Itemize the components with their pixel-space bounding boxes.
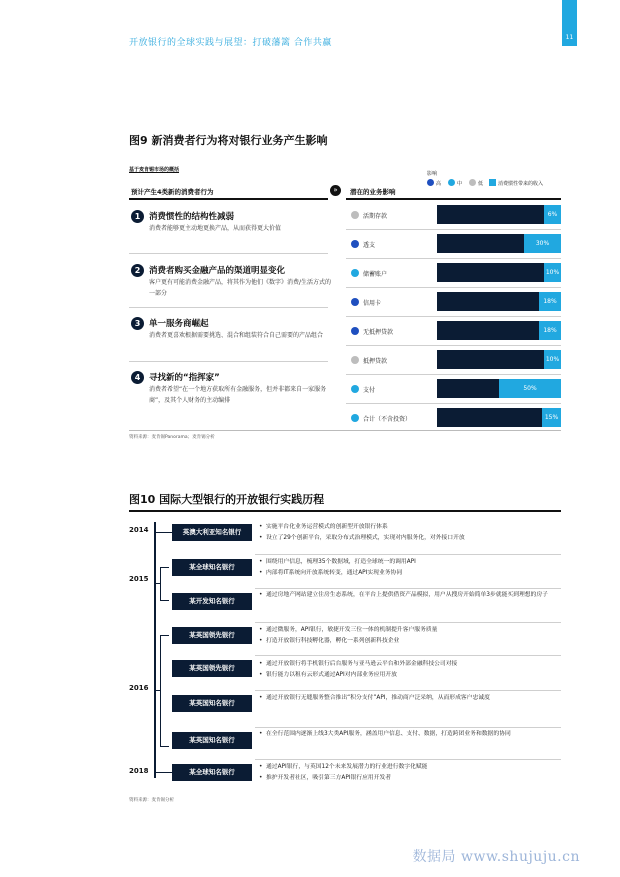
behavior-1-title: 消费惯性的结构性减弱 [149, 212, 235, 222]
figure9-subtitle: 基于麦肯锡市场的概括 [129, 167, 180, 173]
practice-bullet: • 银行能力以租有云形式通过API对内部业务应用开放 [266, 670, 556, 680]
practice-bullet: • 围绕用户信息，梳理35个数据域，打造全球统一的调用API [266, 557, 556, 567]
impact-divider [346, 229, 561, 230]
impact-business-label: 信用卡 [363, 300, 382, 307]
behavior-1-body: 消费者能够更主动地更换产品，从而获得更大价值 [149, 225, 282, 232]
figure10-top-rule [129, 510, 561, 512]
behavior-4-title: 寻找新的“指挥家” [149, 373, 220, 383]
impact-business-label: 储蓄账户 [363, 271, 388, 278]
practice-bullet: • 设立了29个创新平台，采取分布式治理模式，实现对内服务化，对外接口开放 [266, 533, 556, 543]
impact-divider [346, 316, 561, 317]
bank-label: 某英国知名银行 [172, 732, 252, 749]
impact-level-dot [351, 269, 359, 277]
practice-bullet: • 实施平台化业务运营模式的创新型开放银行体系 [266, 522, 556, 532]
entry-divider [255, 655, 561, 656]
practice-bullet: • 通过API银行，与英国12个未来发展潜力的行业进行数字化赋能 [266, 762, 556, 772]
practice-bullet: • 通过微服务，API银行，敏捷开发三位一体的机制提升客户服务质量 [266, 625, 556, 635]
year-2015: 2015 [129, 575, 149, 583]
right-header-rule [346, 198, 561, 200]
impact-revenue-bar: 15% [542, 408, 561, 427]
impact-revenue-bar: 18% [539, 321, 561, 340]
impact-divider [346, 258, 561, 259]
impact-business-label: 合计（不含投资） [363, 416, 412, 423]
impact-level-dot [351, 211, 359, 219]
impact-bar-track [437, 350, 561, 369]
bank-label: 英澳大利亚知名银行 [172, 524, 252, 541]
behavior-4-body: 消费者希望“在一个地方获取所有金融服务，但并非都来自一家服务商”，及其个人财务的主动编排 [149, 386, 327, 404]
impact-bar-track [437, 205, 561, 224]
bank-label: 某英国领先银行 [172, 627, 252, 644]
practice-bullet: • 通过开放银行将手机银行后台服务与亚马逊云平台和外部金融科技公司对接 [266, 659, 556, 669]
legend-medium-dot [448, 179, 455, 186]
legend-revenue-swatch [489, 179, 496, 186]
impact-revenue-bar: 10% [544, 350, 561, 369]
bank-label: 某英国领先银行 [172, 660, 252, 677]
impact-business-label: 抵押贷款 [363, 358, 388, 365]
impact-business-label: 无抵押贷款 [363, 329, 394, 336]
impact-level-dot [351, 298, 359, 306]
bank-label: 某全球知名银行 [172, 764, 252, 781]
page-number: 11 [565, 34, 574, 41]
branch-2016 [160, 635, 169, 747]
figure10-title: 图10 国际大型银行的开放银行实践历程 [129, 493, 325, 506]
right-column-header: 潜在的业务影响 [350, 188, 396, 196]
impact-level-dot [351, 356, 359, 364]
impact-revenue-bar: 18% [539, 292, 561, 311]
bank-label: 某全球知名银行 [172, 559, 252, 576]
behavior-divider [129, 361, 328, 362]
entry-divider [255, 554, 561, 555]
impact-level-dot [351, 385, 359, 393]
impact-divider [346, 345, 561, 346]
header-title: 开放银行的全球实践与展望：打破藩篱 合作共赢 [129, 38, 332, 48]
entry-divider [255, 690, 561, 691]
left-header-rule [129, 198, 328, 200]
left-column-header: 预计产生4类新的消费者行为 [131, 188, 214, 196]
legend-low-dot [469, 179, 476, 186]
impact-revenue-bar: 50% [499, 379, 561, 398]
figure9-bottom-rule [129, 430, 561, 431]
impact-revenue-bar: 10% [544, 263, 561, 282]
impact-level-dot [351, 414, 359, 422]
impact-bar-track [437, 263, 561, 282]
legend-high-label: 高 [436, 181, 442, 187]
impact-level-dot [351, 240, 359, 248]
bank-label: 某开发知名银行 [172, 593, 252, 610]
practice-bullet: • 打造开放银行科技孵化器，孵化一系列创新科技企业 [266, 636, 556, 646]
practice-bullet: • 通过房地产网站建立住房生态系统，在平台上提供借资产品模拟，用户从搜房开始简单3步就能买到理想的房子 [266, 590, 556, 600]
impact-business-label: 活期存款 [363, 213, 388, 220]
legend-title: 影响 [427, 171, 438, 177]
impact-revenue-bar: 30% [524, 234, 561, 253]
entry-divider [255, 759, 561, 760]
legend-medium-label: 中 [457, 181, 463, 187]
behavior-divider [129, 253, 328, 254]
branch-2015 [160, 567, 169, 601]
branch-2018 [155, 772, 172, 773]
behavior-2-body: 客户更有可能消费金融产品，将其作为他们《数字》消费/生活方式的一部分 [149, 279, 332, 297]
impact-level-dot [351, 327, 359, 335]
impact-divider [346, 287, 561, 288]
practice-bullet: • 内部将IT系统向开放系统转变，通过API实现业务协同 [266, 568, 556, 578]
behavior-4-number: 4 [131, 371, 144, 384]
behavior-3-body: 消费者更喜欢根据需要挑选、混合和组装符合自己需要的产品组合 [149, 332, 324, 339]
impact-business-label: 透支 [363, 242, 376, 249]
practice-bullet: • 通过开放银行无缝服务整合推出“积分支付”API，推动商户泛采纳，从而形成客户忠诚度 [266, 693, 556, 703]
branch-2016-link [155, 690, 161, 691]
behavior-2-title: 消费者购买金融产品的渠道明显变化 [149, 266, 286, 276]
behavior-divider [129, 307, 328, 308]
figure9-title: 图9 新消费者行为将对银行业务产生影响 [129, 134, 328, 147]
year-2016: 2016 [129, 684, 149, 692]
year-2014: 2014 [129, 526, 149, 534]
behavior-3-number: 3 [131, 317, 144, 330]
legend-low-label: 低 [478, 181, 484, 187]
legend-revenue-label: 消费惯性带来的收入 [498, 181, 544, 187]
practice-bullet: • 在全行范围内逐渐上线3大类API服务，涵盖用户信息、支付、数据，打造跨团业务和数据的协同 [266, 729, 556, 739]
entry-divider [255, 588, 561, 589]
bank-label: 某英国知名银行 [172, 695, 252, 712]
figure10-source: 资料来源：麦肯锡分析 [129, 798, 174, 803]
impact-divider [346, 403, 561, 404]
behavior-3-title: 单一服务商崛起 [149, 319, 209, 329]
impact-business-label: 支付 [363, 387, 376, 394]
figure9-source: 资料来源：麦肯锡Panorama；麦肯锡分析 [129, 435, 215, 440]
branch-2014 [155, 532, 172, 533]
impact-revenue-bar: 6% [544, 205, 561, 224]
behavior-2-number: 2 [131, 264, 144, 277]
practice-bullet: • 推护开发者社区，吸引第三方API银行应用开发者 [266, 773, 556, 783]
watermark: 数据局 www.shujuju.cn [412, 849, 580, 865]
legend-high-dot [427, 179, 434, 186]
behavior-1-number: 1 [131, 210, 144, 223]
arrow-icon: » [330, 185, 341, 196]
entry-divider [255, 622, 561, 623]
branch-2015-link [155, 583, 161, 584]
timeline-axis [154, 522, 156, 778]
year-2018: 2018 [129, 767, 149, 775]
entry-divider [255, 727, 561, 728]
impact-divider [346, 374, 561, 375]
